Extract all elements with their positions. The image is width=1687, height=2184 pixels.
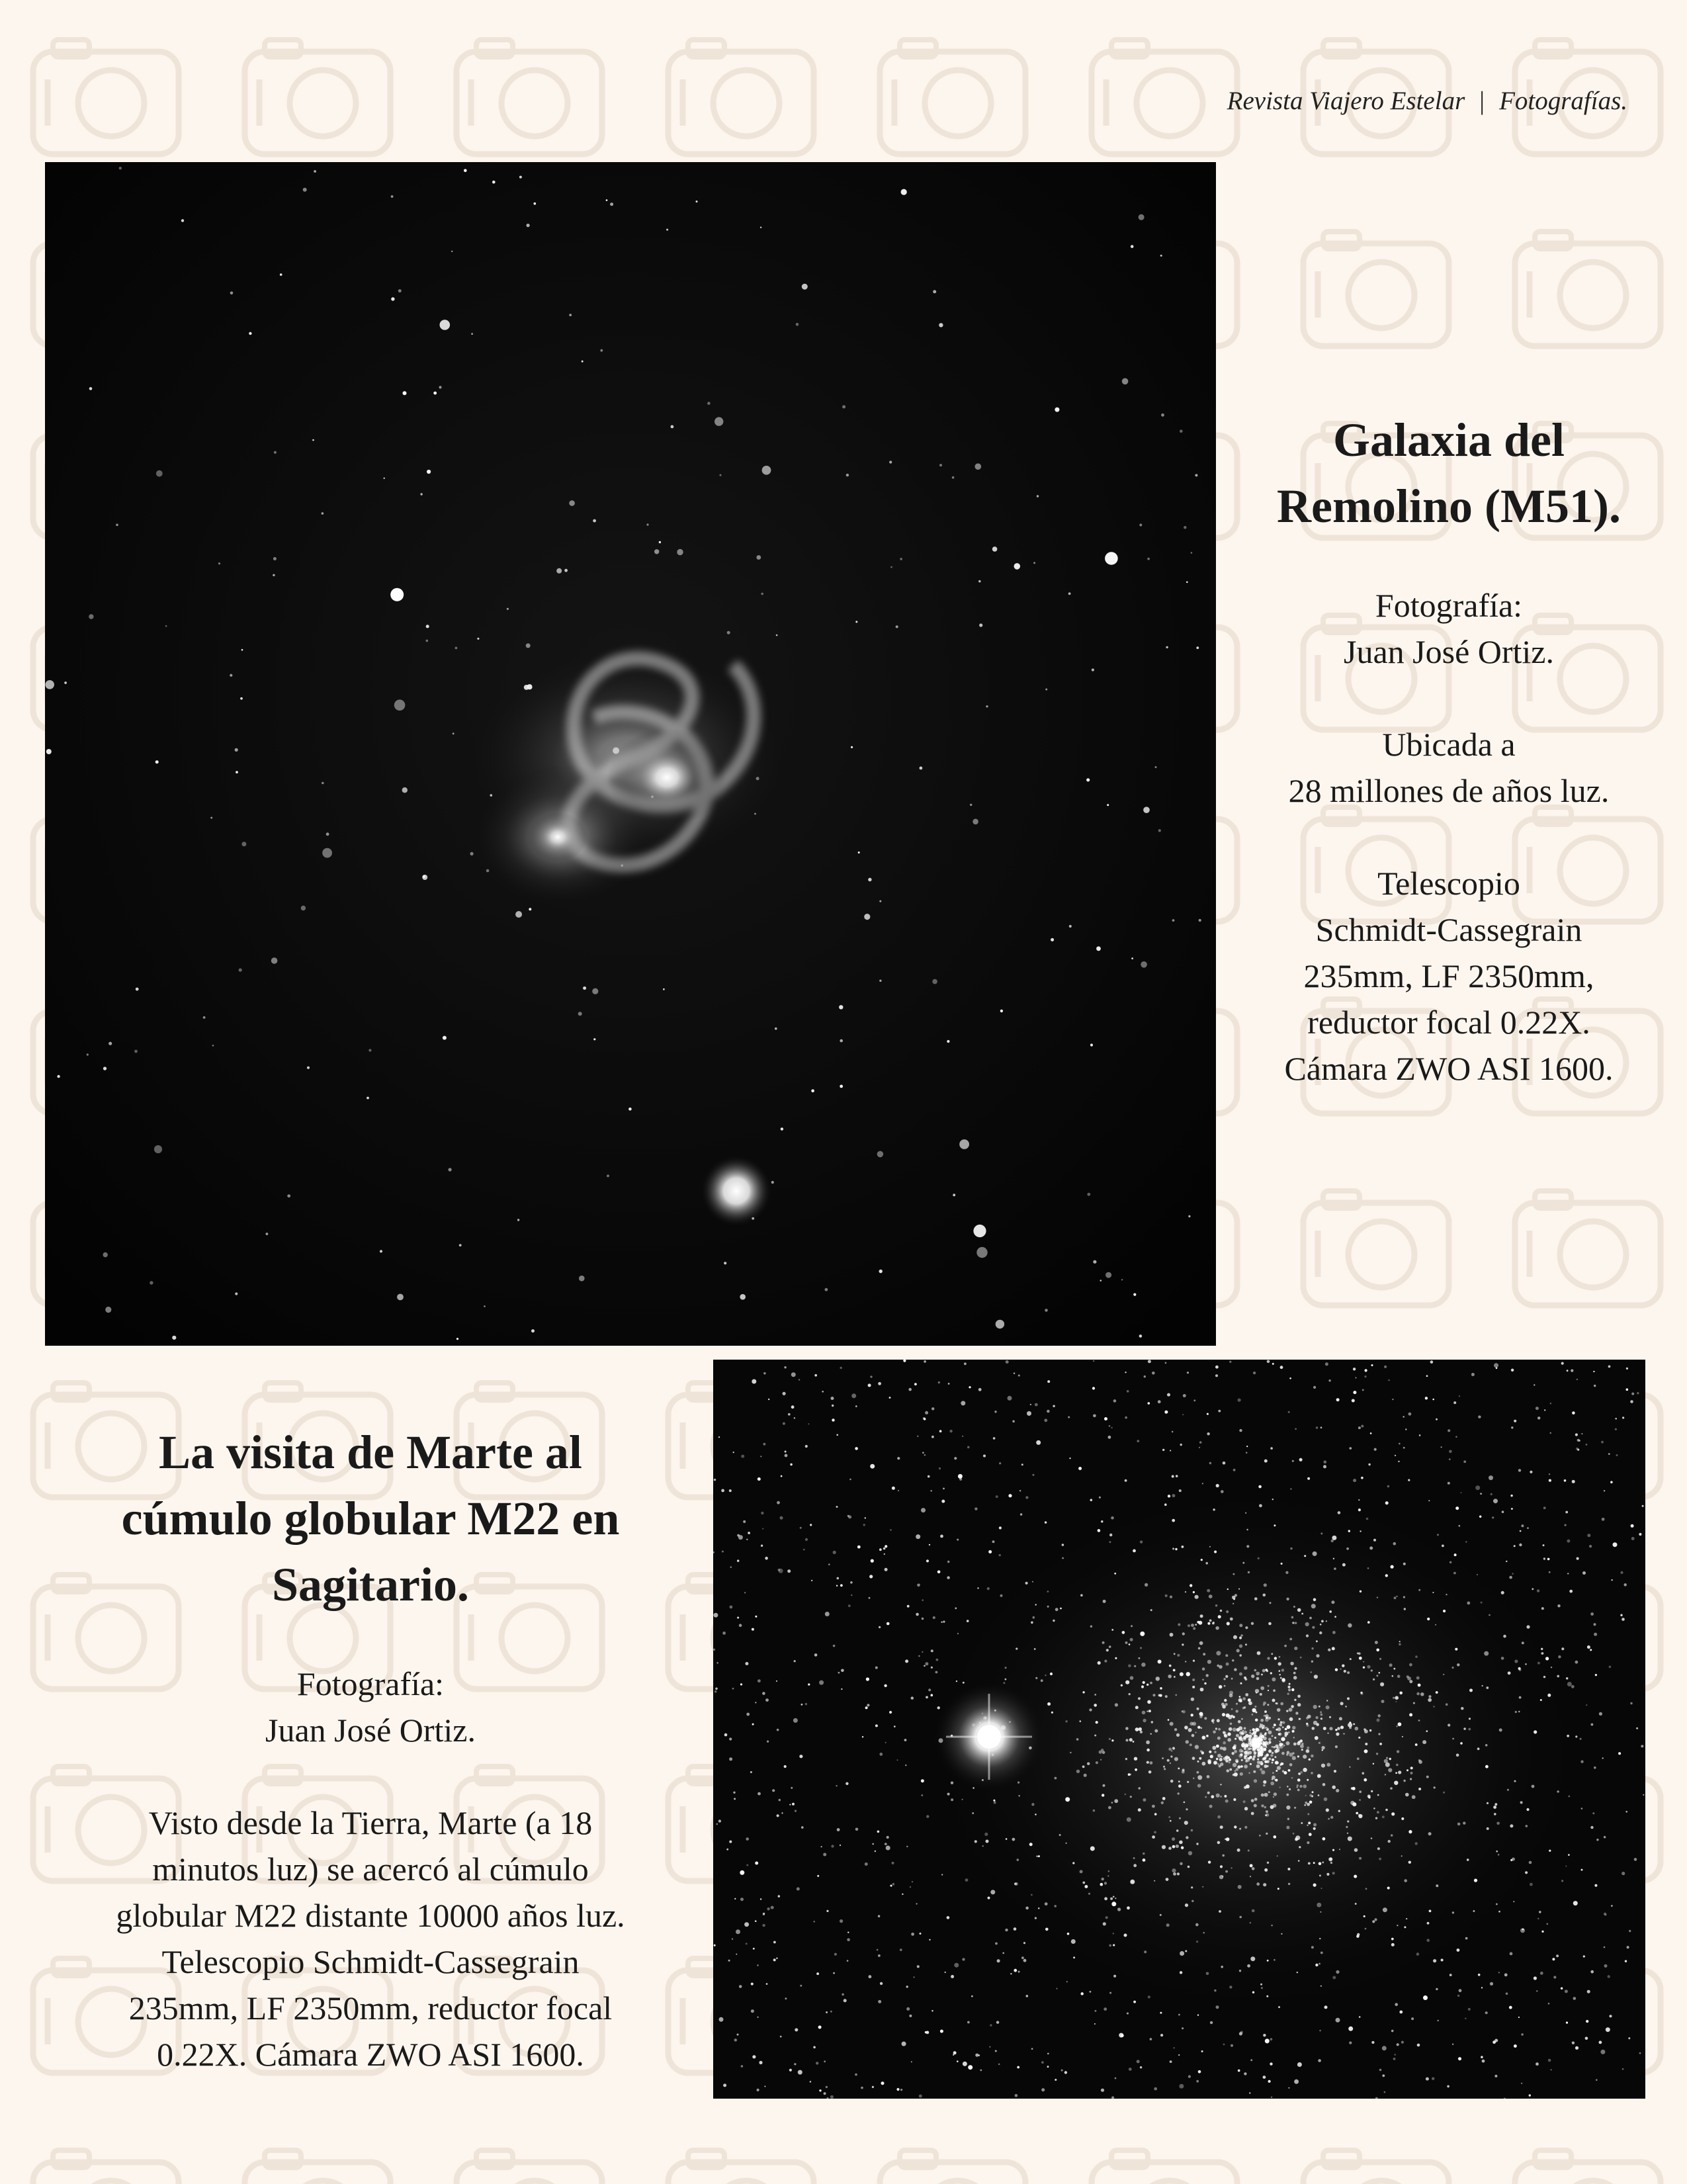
header-separator: | — [1479, 87, 1485, 115]
spiral-galaxy-photo-icon — [45, 162, 1216, 1346]
magazine-name: Revista Viajero Estelar — [1227, 87, 1465, 115]
m22-description-line: minutos luz) se acercó al cúmulo — [152, 1851, 589, 1888]
m51-credit-author: Juan José Ortiz. — [1344, 633, 1554, 670]
m51-equipment-line: Schmidt-Cassegrain — [1315, 911, 1582, 948]
m22-description-line: 0.22X. Cámara ZWO ASI 1600. — [157, 2036, 584, 2073]
m51-credit — [1231, 582, 1667, 675]
m22-title — [46, 1419, 695, 1618]
m22-description — [46, 1800, 695, 2077]
m51-equipment-line: Cámara ZWO ASI 1600. — [1284, 1050, 1614, 1087]
m51-galaxy-photo — [45, 162, 1216, 1346]
m22-title-line: cúmulo globular M22 en — [121, 1492, 620, 1545]
m22-caption — [46, 1419, 695, 2124]
m22-credit-author: Juan José Ortiz. — [265, 1712, 476, 1749]
m22-credit-label: Fotografía: — [296, 1665, 445, 1702]
m22-description-line: Telescopio Schmidt-Cassegrain — [161, 1943, 580, 1980]
m22-credit — [46, 1661, 695, 1753]
m51-equipment-line: reductor focal 0.22X. — [1307, 1004, 1590, 1041]
m51-title-line: Galaxia del — [1332, 414, 1565, 466]
m51-title — [1231, 407, 1667, 539]
m51-equipment-line: 235mm, LF 2350mm, — [1303, 957, 1594, 994]
m51-location — [1231, 721, 1667, 814]
m22-title-line: Sagitario. — [272, 1558, 469, 1611]
m51-caption — [1231, 407, 1667, 1138]
m51-title-line: Remolino (M51). — [1277, 480, 1621, 533]
m22-title-line: La visita de Marte al — [159, 1426, 582, 1479]
globular-cluster-photo-icon — [713, 1360, 1645, 2099]
m22-cluster-photo — [713, 1360, 1645, 2099]
m51-equipment-line: Telescopio — [1377, 865, 1520, 902]
m51-location-line: Ubicada a — [1382, 726, 1516, 763]
m51-credit-label: Fotografía: — [1375, 587, 1523, 624]
m22-description-line: Visto desde la Tierra, Marte (a 18 — [148, 1804, 593, 1841]
m51-location-line: 28 millones de años luz. — [1288, 772, 1610, 809]
m22-description-line: globular M22 distante 10000 años luz. — [116, 1897, 625, 1934]
section-name: Fotografías. — [1499, 87, 1627, 115]
m51-equipment — [1231, 860, 1667, 1092]
m22-description-line: 235mm, LF 2350mm, reductor focal — [128, 1989, 613, 2027]
page-header — [1032, 86, 1627, 116]
